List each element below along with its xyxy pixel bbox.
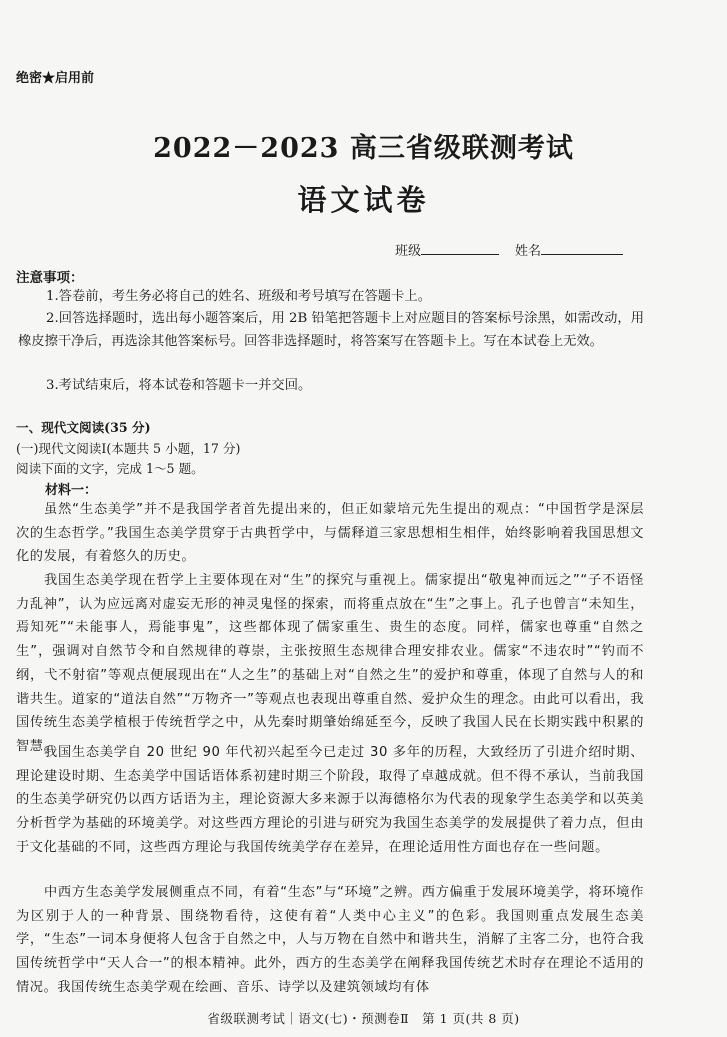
passage-paragraph: 虽然“生态美学”并不是我国学者首先提出来的，但正如蒙培元先生提出的观点：“中国哲学是深层次的生态哲学。”我国生态美学贯穿于古典哲学中，与儒释道三家思想相生相伴，始终影响着我国思想文化的发展，有着悠久的历史。 bbox=[16, 502, 644, 565]
name-blank bbox=[541, 242, 623, 255]
notice-item: 1.答卷前，考生务必将自己的姓名、班级和考号填写在答题卡上。 bbox=[46, 289, 431, 304]
passage-paragraph: 我国生态美学自 20 世纪 90 年代初兴起至今已走过 30 多年的历程，大致经历了引进介绍时期、理论建设时期、生态美学中国话语体系初建时期三个阶段，取得了卓越成就。但不得不承认，当前我国的生态美学研究仍以西方话语为主，理论资源大多来源于以海德格尔为代表的现象学生态美学和以英美分析哲学为基础的环境美学。对这些西方理论的引进与研究为我国生态美学的发展提供了着力点，但由于文化基础的不同，这些西方理论与我国传统美学存在差异，在理论适用性方面也存在一些问题。 bbox=[16, 745, 644, 855]
section-heading: 一、现代文阅读(35 分) bbox=[16, 420, 151, 435]
reading-instruction: 阅读下面的文字，完成 1～5 题。 bbox=[16, 461, 204, 476]
passage-paragraph: 我国生态美学现在哲学上主要体现在对“生”的探究与重视上。儒家提出“敬鬼神而远之”“子不语怪力乱神”，认为应远离对虚妄无形的神灵鬼怪的探索，而将重点放在“生”之事上。孔子也曾言“未知生，焉知死”“未能事人，焉能事鬼”，这些都体现了儒家重生、贵生的态度。同样，儒家也尊重“自然之生”，强调对自然节令和自然规律的尊崇，主张按照生态规律合理安排农业。儒家“不违农时”“钓而不纲，弋不射宿”等观点便展现出在“人之生”的基础上对“自然之生”的爱护和尊重，体现了自然与人的和谐共生。道家的“道法自然”“万物齐一”等观点也表现出尊重自然、爱护众生的理念。由此可以看出，我国传统生态美学植根于传统哲学之中，从先秦时期肇始绵延至今，反映了我国人民在长期实践中积累的智慧。 bbox=[16, 573, 644, 754]
class-label: 班级 bbox=[395, 244, 422, 259]
subsection-heading: (一)现代文阅读Ⅰ(本题共 5 小题，17 分) bbox=[16, 441, 241, 456]
exam-title: 2022－2023 高三省级联测考试 bbox=[153, 133, 574, 164]
notice-item: 3.考试结束后，将本试卷和答题卡一并交回。 bbox=[46, 378, 312, 393]
exam-subtitle: 语文试卷 bbox=[297, 183, 430, 217]
class-blank bbox=[421, 242, 499, 255]
notice-item: 2.回答选择题时，选出每小题答案后，用 2B 铅笔把答题卡上对应题目的答案标号涂黑，如需改动，用橡皮擦干净后，再选涂其他答案标号。回答非选择题时，将答案写在答题卡上。写在本试卷上无效。 bbox=[18, 311, 644, 349]
student-info-fields bbox=[395, 240, 623, 259]
material-label: 材料一： bbox=[45, 483, 98, 498]
passage-paragraph: 中西方生态美学发展侧重点不同，有着“生态”与“环境”之辨。西方偏重于发展环境美学，将环境作为区别于人的一种背景、围绕物看待，这使有着“人类中心主义”的色彩。我国则重点发展生态美学，“生态”一词本身便将人包含于自然之中，人与万物在自然中和谐共生，消解了主客二分，也符合我国传统哲学中“天人合一”的根本精神。此外，西方的生态美学在阐释我国传统艺术时存在理论不适用的情况。我国传统生态美学观在绘画、音乐、诗学以及建筑领域均有体 bbox=[16, 885, 644, 995]
notice-heading: 注意事项： bbox=[16, 270, 84, 286]
secret-mark: 绝密★启用前 bbox=[16, 71, 95, 86]
page-footer: 省级联测考试｜语文(七)・预测卷Ⅱ 第 1 页(共 8 页) bbox=[207, 1011, 520, 1026]
name-label: 姓名 bbox=[515, 244, 542, 259]
